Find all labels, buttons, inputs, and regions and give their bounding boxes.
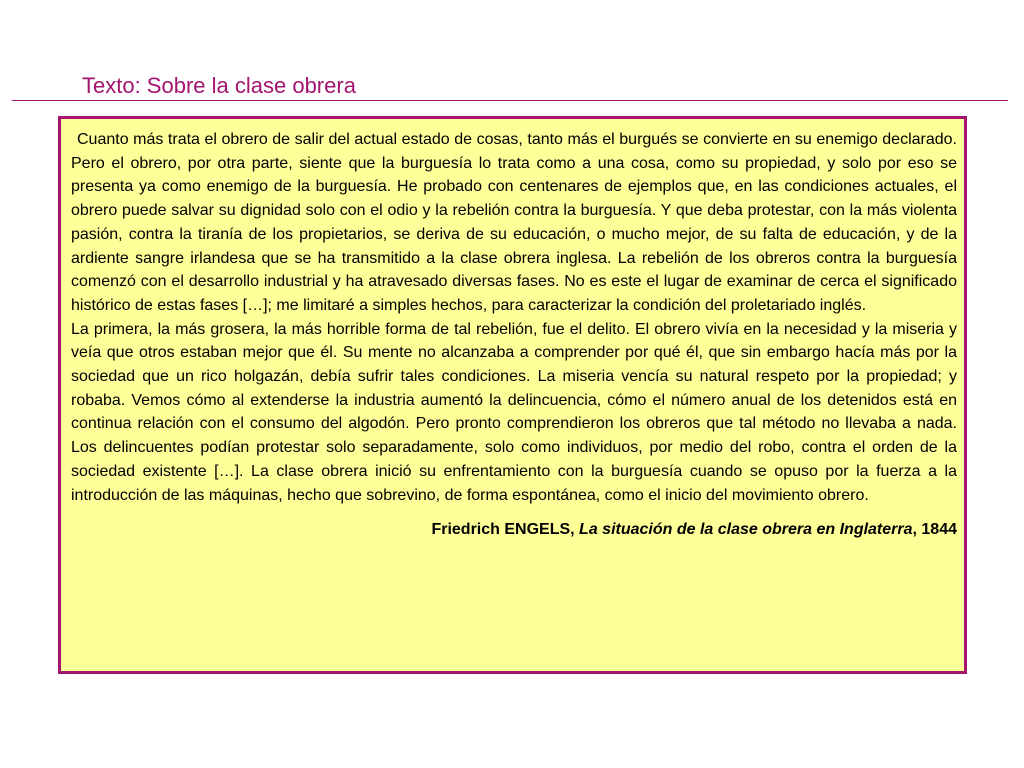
text-paragraph-2: La primera, la más grosera, la más horrible forma de tal rebelión, fue el delito. El obrero vivía en la necesidad y la miseria y veía que otros estaban mejor que él. Su mente no alcanzaba a comprender por qué él, que sin embargo hacía más por la sociedad que un rico holgazán, debía sufrir tales condiciones. La miseria vencía su natural respeto por la propiedad; y robaba. Vemos cómo al extenderse la industria aumentó la delincuencia, cómo el número anual de los detenidos está en continua relación con el consumo del algodón. Pero pronto comprendieron los obreros que tal método no llevaba a nada. Los delincuentes podían protestar solo separadamente, solo como individuos, por medio del robo, contra el orden de la sociedad existente […]. La clase obrera inició su enfrentamiento con la burguesía cuando se opuso por la fuerza a la introducción de las máquinas, hecho que sobrevino, de forma espontánea, como el inicio del movimiento obrero. <box>71 320 957 504</box>
quote-text-box <box>58 116 967 674</box>
slide-title: Texto: Sobre la clase obrera <box>82 73 356 98</box>
text-paragraph-1: Cuanto más trata el obrero de salir del actual estado de cosas, tanto más el burgués se convierte en su enemigo declarado. Pero el obrero, por otra parte, siente que la burguesía lo trata como a una cosa, como su propiedad, y solo por eso se presenta ya como enemigo de la burguesía. He probado con centenares de ejemplos que, en las condiciones actuales, el obrero puede salvar su dignidad solo con el odio y la rebelión contra la burguesía. Y que deba protestar, con la más violenta pasión, contra la tiranía de los propietarios, se deriva de su educación, o mucho mejor, de su falta de educación, y de la ardiente sangre irlandesa que se ha transmitido a la clase obrera inglesa. La rebelión de los obreros contra la burguesía comenzó con el desarrollo industrial y ha atravesado diversas fases. No es este el lugar de examinar de cerca el significado histórico de estas fases […]; me limitaré a simples hechos, para caracterizar la condición del proletariado inglés. <box>71 131 957 314</box>
citation-author: Friedrich ENGELS, <box>431 521 575 539</box>
citation <box>71 518 957 542</box>
citation-work-title: La situación de la clase obrera en Inglaterra <box>579 521 913 539</box>
title-divider <box>12 100 1008 101</box>
citation-year: , 1844 <box>912 521 957 539</box>
